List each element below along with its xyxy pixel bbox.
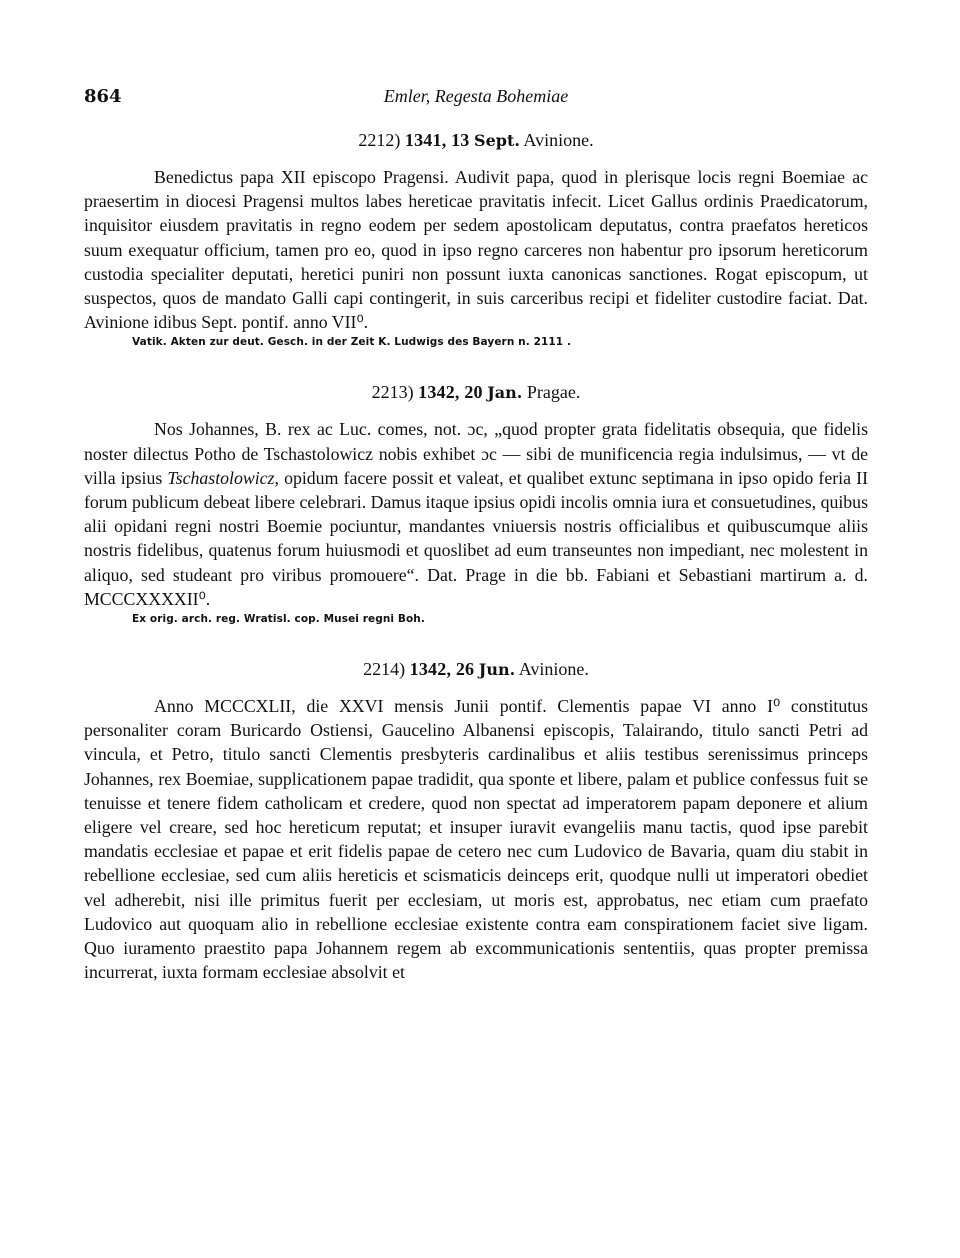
entry-month: Sept.	[474, 131, 520, 150]
entry-2214	[84, 659, 868, 984]
entry-heading	[84, 382, 868, 403]
entry-place: Avinione.	[518, 659, 589, 680]
entry-place: Pragae.	[526, 382, 581, 403]
entry-2213	[84, 382, 868, 625]
entry-date: 1342, 26	[409, 659, 475, 680]
page	[84, 86, 868, 1018]
entry-source: Ex orig. arch. reg. Wratisl. cop. Musei regni Boh.	[132, 613, 425, 626]
entry-2212	[84, 130, 868, 348]
entry-date: 1341, 13	[404, 130, 470, 150]
entry-source: Vatik. Akten zur deut. Gesch. in der Zeit K. Ludwigs des Bayern n. 2111 .	[132, 336, 572, 349]
entry-text	[84, 417, 868, 611]
entry-number: 2212)	[358, 130, 401, 150]
entry-month: Jan.	[487, 383, 523, 403]
page-number: 864	[84, 86, 122, 107]
entry-text-part: Nos Johannes, B. rex ac Luc. comes, not. ɔc, „quod propter grata fidelitatis obsequia, que fidelis noster dilectus Potho de Tschastolowicz nobis exhibet ɔc — sibi de munificencia regia indulsimus, — vt de villa ipsius	[84, 419, 868, 488]
entry-heading	[84, 659, 868, 680]
entry-place: Avinione.	[523, 130, 594, 150]
running-title: Emler, Regesta Bohemiae	[383, 86, 569, 106]
entry-text: Anno MCCCXLII, die XXVI mensis Junii pontif. Clementis papae VI anno I⁰ constitutus personaliter coram Buricardo Ostiensi, Gaucelino Albanensi episcopis, Talairando, titulo sancti Petri ad vincula, et Petro, titulo sancti Clementis presbyteris cardinalibus et aliis testibus serenissimus princeps Johannes, rex Boemiae, supplicationem papae tradidit, qua sponte et libere, palam et publice confessus fuit se tenuisse et tenere fidem catholicam et credere, quod non spectat ad imperatorem papam deponere et alium eligere vel creare, sed hoc hereticum reputat; et insuper iuravit evangeliis manu tactis, quod ipse parebit mandatis ecclesiae et papae et erit fidelis papae de cetero nec cum Ludovico de Bavaria, quam diu stabit in rebellione ecclesiae, sed cum aliis hereticis et scismaticis deinceps erit, quodque nulli ut imperatori obediet vel adherebit, nisi ille primitus fuerit per ecclesiam, ut moris est, approbatus, nec etiam cum praefato Ludovico aut quoquam alio in rebellione ecclesiae existente contra eam conspirationem faciet sive ligam. Quo iuramento praestito papa Johannem regem ab excommunicationis sententiis, quas propter premissa incurrerat, iuxta formam ecclesiae absolvit et	[84, 696, 868, 983]
entry-text-part: , opidum facere possit et valeat, et qualibet extunc septimana in ipso opido feria II forum publicum debeat libere celebrari. Damus itaque ipsius opidi incolis omnia iura et consuetudines, quibus alii opidani regni nostri Boemie pociuntur, mandantes vniuersis nostris officialibus et quibuscumque aliis nostris fidelibus, quatenus forum huiusmodi et quoslibet ad eum transeuntes non impediant, nec molestent in aliquo, sed studeant pro viribus promouere“. Dat. Prage in die bb. Fabiani et Sebastiani martirum a. d. MCCCXXXXII⁰.	[84, 467, 868, 609]
running-head	[84, 86, 868, 112]
entry-number: 2214)	[363, 659, 406, 680]
italic-place-name: Tschastolowicz	[167, 467, 275, 488]
entry-number: 2213)	[371, 382, 414, 403]
entry-month: Jun.	[478, 660, 516, 680]
entry-date: 1342, 20	[418, 382, 483, 403]
entry-text: Benedictus papa XII episcopo Pragensi. Audivit papa, quod in plerisque locis regni Boemiae ac praesertim in diocesi Pragensi multos labes hereticae pravitatis infecit. Licet Gallus ordinis Praedicatorum, inquisitor eiusdem pravitatis in regno eodem per sedem apostolicam deputatus, contra praefatos hereticos suum exequatur officium, tamen pro eo, quod in ipso regno carceres non habentur pro ipsorum hereticorum custodia specialiter deputati, heretici puniri non possunt iuxta canonicas sanctiones. Rogat episcopum, ut suspectos, quos de mandato Galli capi contingerit, in suis carceribus recipi et fideliter custodire faciat. Dat. Avinione idibus Sept. pontif. anno VII⁰.	[84, 167, 868, 333]
entry-heading	[84, 130, 868, 151]
